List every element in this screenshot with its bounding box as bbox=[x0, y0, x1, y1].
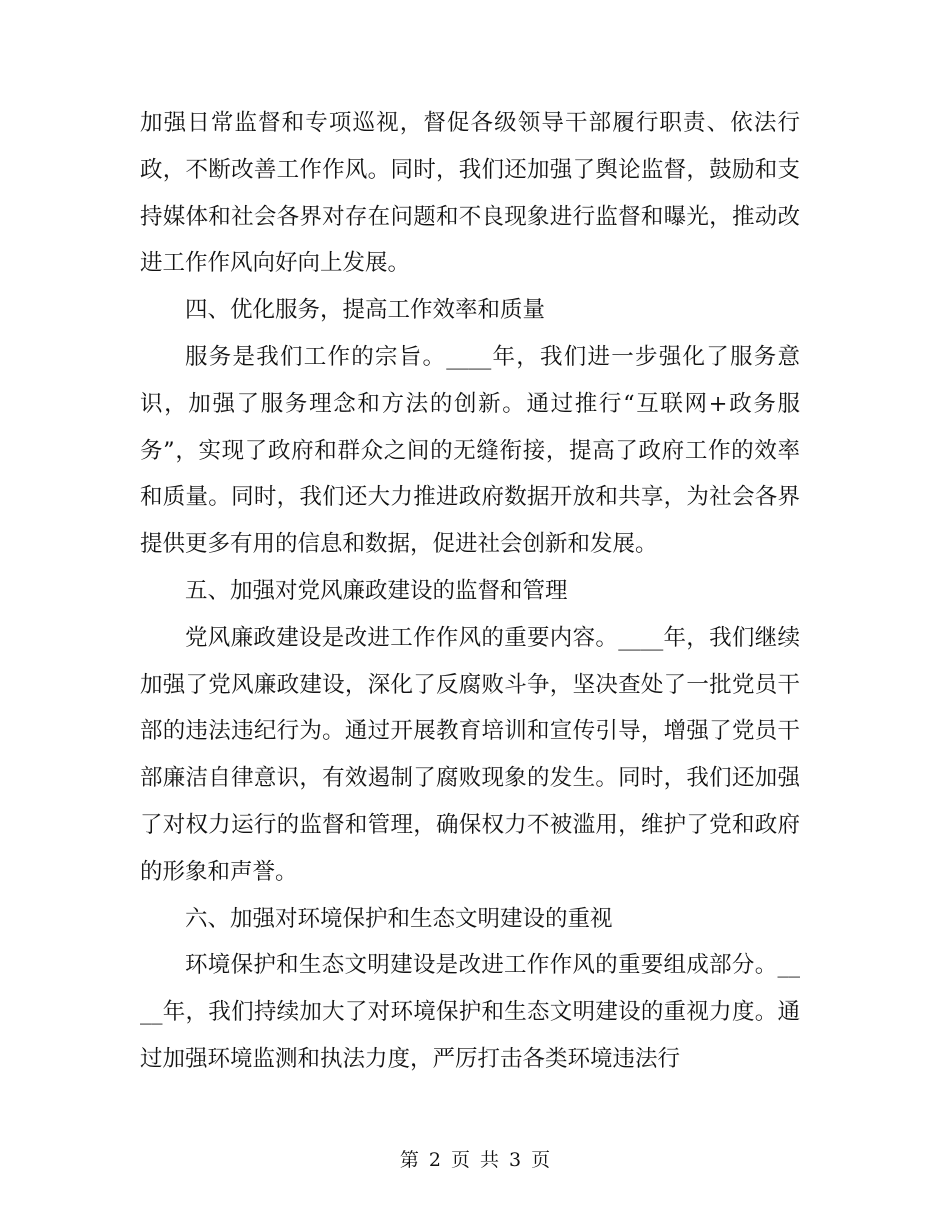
page-footer: 第 2 页 共 3 页 bbox=[399, 1149, 551, 1171]
paragraph-integrity: 党风廉政建设是改进工作作风的重要内容。____年，我们继续加强了党风廉政建设，深化了反腐败斗争，坚决查处了一批党员干部的违法违纪行为。通过开展教育培训和宣传引导，增强了党员干部廉洁自律意识，有效遏制了腐败现象的发生。同时，我们还加强了对权力运行的监督和管理，确保权力不被滥用，维护了党和政府的形象和声誉。 bbox=[140, 624, 800, 885]
section-heading-4: 四、优化服务，提高工作效率和质量 bbox=[185, 297, 546, 324]
section-heading-6: 六、加强对环境保护和生态文明建设的重视 bbox=[185, 905, 613, 932]
paragraph-environment: 环境保护和生态文明建设是改进工作作风的重要组成部分。____年，我们持续加大了对环境保护和生态文明建设的重视力度。通过加强环境监测和执法力度，严厉打击各类环境违法行 bbox=[140, 952, 800, 1072]
paragraph-service: 服务是我们工作的宗旨。____年，我们进一步强化了服务意识，加强了服务理念和方法的创新。通过推行“互联网+政务服务”，实现了政府和群众之间的无缝衔接，提高了政府工作的效率和质量。同时，我们还大力推进政府数据开放和共享，为社会各界提供更多有用的信息和数据，促进社会创新和发展。 bbox=[140, 343, 800, 558]
section-heading-5: 五、加强对党风廉政建设的监督和管理 bbox=[185, 577, 568, 604]
document-body bbox=[140, 100, 800, 1083]
paragraph-continuation: 加强日常监督和专项巡视，督促各级领导干部履行职责、依法行政，不断改善工作作风。同时，我们还加强了舆论监督，鼓励和支持媒体和社会各界对存在问题和不良现象进行监督和曝光，推动改进工作作风向好向上发展。 bbox=[140, 110, 800, 277]
